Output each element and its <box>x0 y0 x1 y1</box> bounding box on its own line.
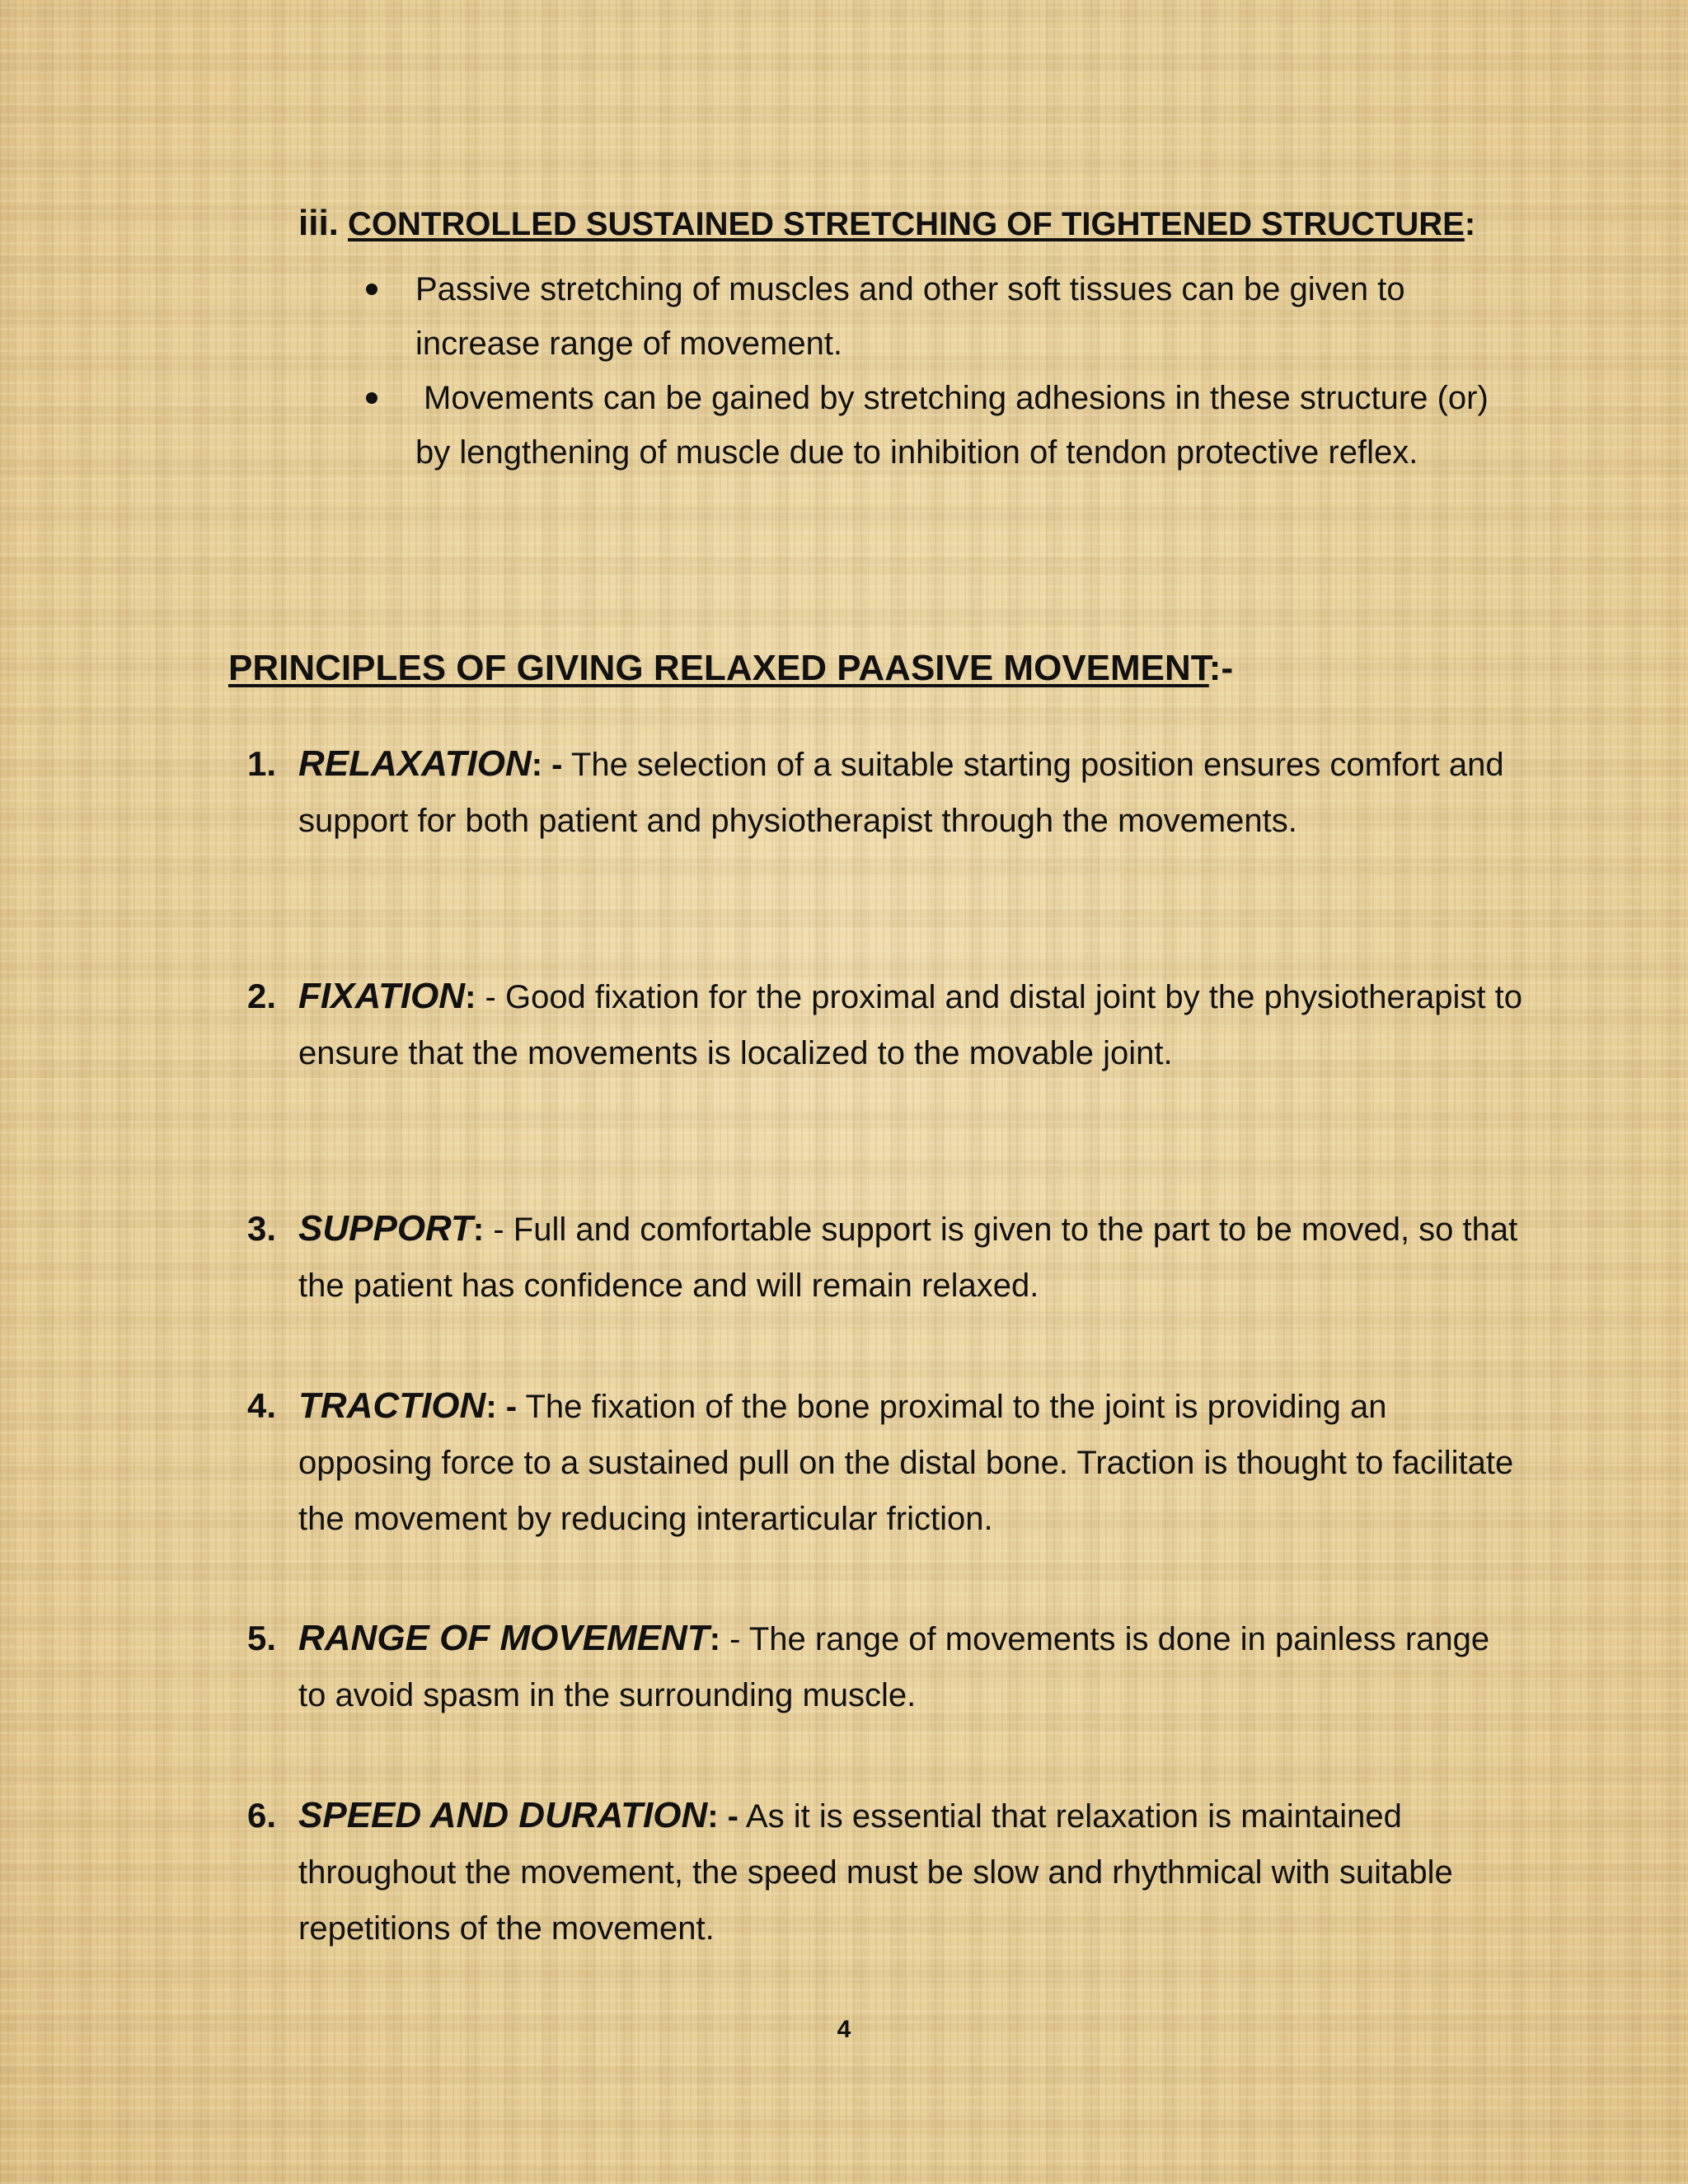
principle-separator: : <box>465 979 476 1015</box>
bullet-text: Passive stretching of muscles and other soft tissues can be given to increase range of movement. <box>415 271 1405 362</box>
principle-separator: : - <box>531 747 563 783</box>
principles-heading-title: PRINCIPLES OF GIVING RELAXED PAASIVE MOVEMENT <box>228 648 1209 688</box>
principle-text: Good fixation for the proximal and distal joint by the physiotherapist to ensure that the movements is localized to the movable joint. <box>298 979 1522 1071</box>
principle-text: Full and comfortable support is given to the part to be moved, so that the patient has confidence and will remain relaxed. <box>298 1212 1518 1304</box>
bullet-icon <box>366 392 377 404</box>
section-iii-colon: : <box>1464 206 1476 242</box>
principle-term: TRACTION <box>298 1385 486 1426</box>
principle-number: 5. <box>247 1619 277 1657</box>
principles-heading <box>228 648 1233 689</box>
bullet-item <box>363 262 1517 371</box>
principle-item-range-of-movement <box>247 1610 1525 1723</box>
section-iii-title: CONTROLLED SUSTAINED STRETCHING OF TIGHTENED STRUCTURE <box>348 206 1465 242</box>
principle-text: As it is essential that relaxation is maintained throughout the movement, the speed must be slow and rhythmical with suitable repetitions of the movement. <box>298 1798 1453 1947</box>
principle-text: The range of movements is done in painless range to avoid spasm in the surrounding muscle. <box>298 1621 1490 1713</box>
principle-term: RANGE OF MOVEMENT <box>298 1618 710 1658</box>
bullet-icon <box>366 284 377 295</box>
principle-item-fixation <box>247 968 1525 1081</box>
principle-term: SPEED AND DURATION <box>298 1795 708 1835</box>
principle-separator: : - <box>485 1389 518 1425</box>
bullet-text: Movements can be gained by stretching adhesions in these structure (or) by lengthening of muscle due to inhibition of tendon protective reflex. <box>415 380 1489 471</box>
page-number: 4 <box>837 2016 851 2043</box>
principle-number: 3. <box>247 1209 277 1248</box>
principle-item-relaxation <box>247 736 1525 849</box>
bullet-item <box>363 371 1517 480</box>
principle-item-speed-and-duration <box>247 1788 1525 1957</box>
principle-separator: : <box>472 1212 485 1248</box>
section-iii-numeral: iii. <box>298 203 339 243</box>
principle-separator: : - <box>707 1798 739 1835</box>
principle-number: 1. <box>247 744 277 783</box>
section-iii-bullet-list <box>363 262 1517 480</box>
principle-text: The selection of a suitable starting position ensures comfort and support for both patient and physiotherapist through the movements. <box>298 747 1504 839</box>
principle-number: 2. <box>247 977 277 1015</box>
principles-heading-suffix: :- <box>1208 648 1234 688</box>
principle-number: 4. <box>247 1386 277 1425</box>
principle-dash: - <box>476 979 496 1015</box>
principle-item-traction <box>247 1378 1525 1547</box>
principle-number: 6. <box>247 1796 277 1835</box>
principle-separator: : <box>709 1621 721 1657</box>
principle-term: RELAXATION <box>298 743 532 784</box>
principle-dash: - <box>484 1212 504 1248</box>
principle-dash: - <box>720 1621 741 1657</box>
principle-term: SUPPORT <box>298 1208 473 1249</box>
principle-text: The fixation of the bone proximal to the joint is providing an opposing force to a sustained pull on the distal bone. Traction is thought to facilitate the movement by reducing interarticular friction. <box>298 1389 1514 1537</box>
section-iii-heading <box>298 203 1475 244</box>
principle-item-support <box>247 1201 1525 1314</box>
principle-term: FIXATION <box>298 976 466 1016</box>
